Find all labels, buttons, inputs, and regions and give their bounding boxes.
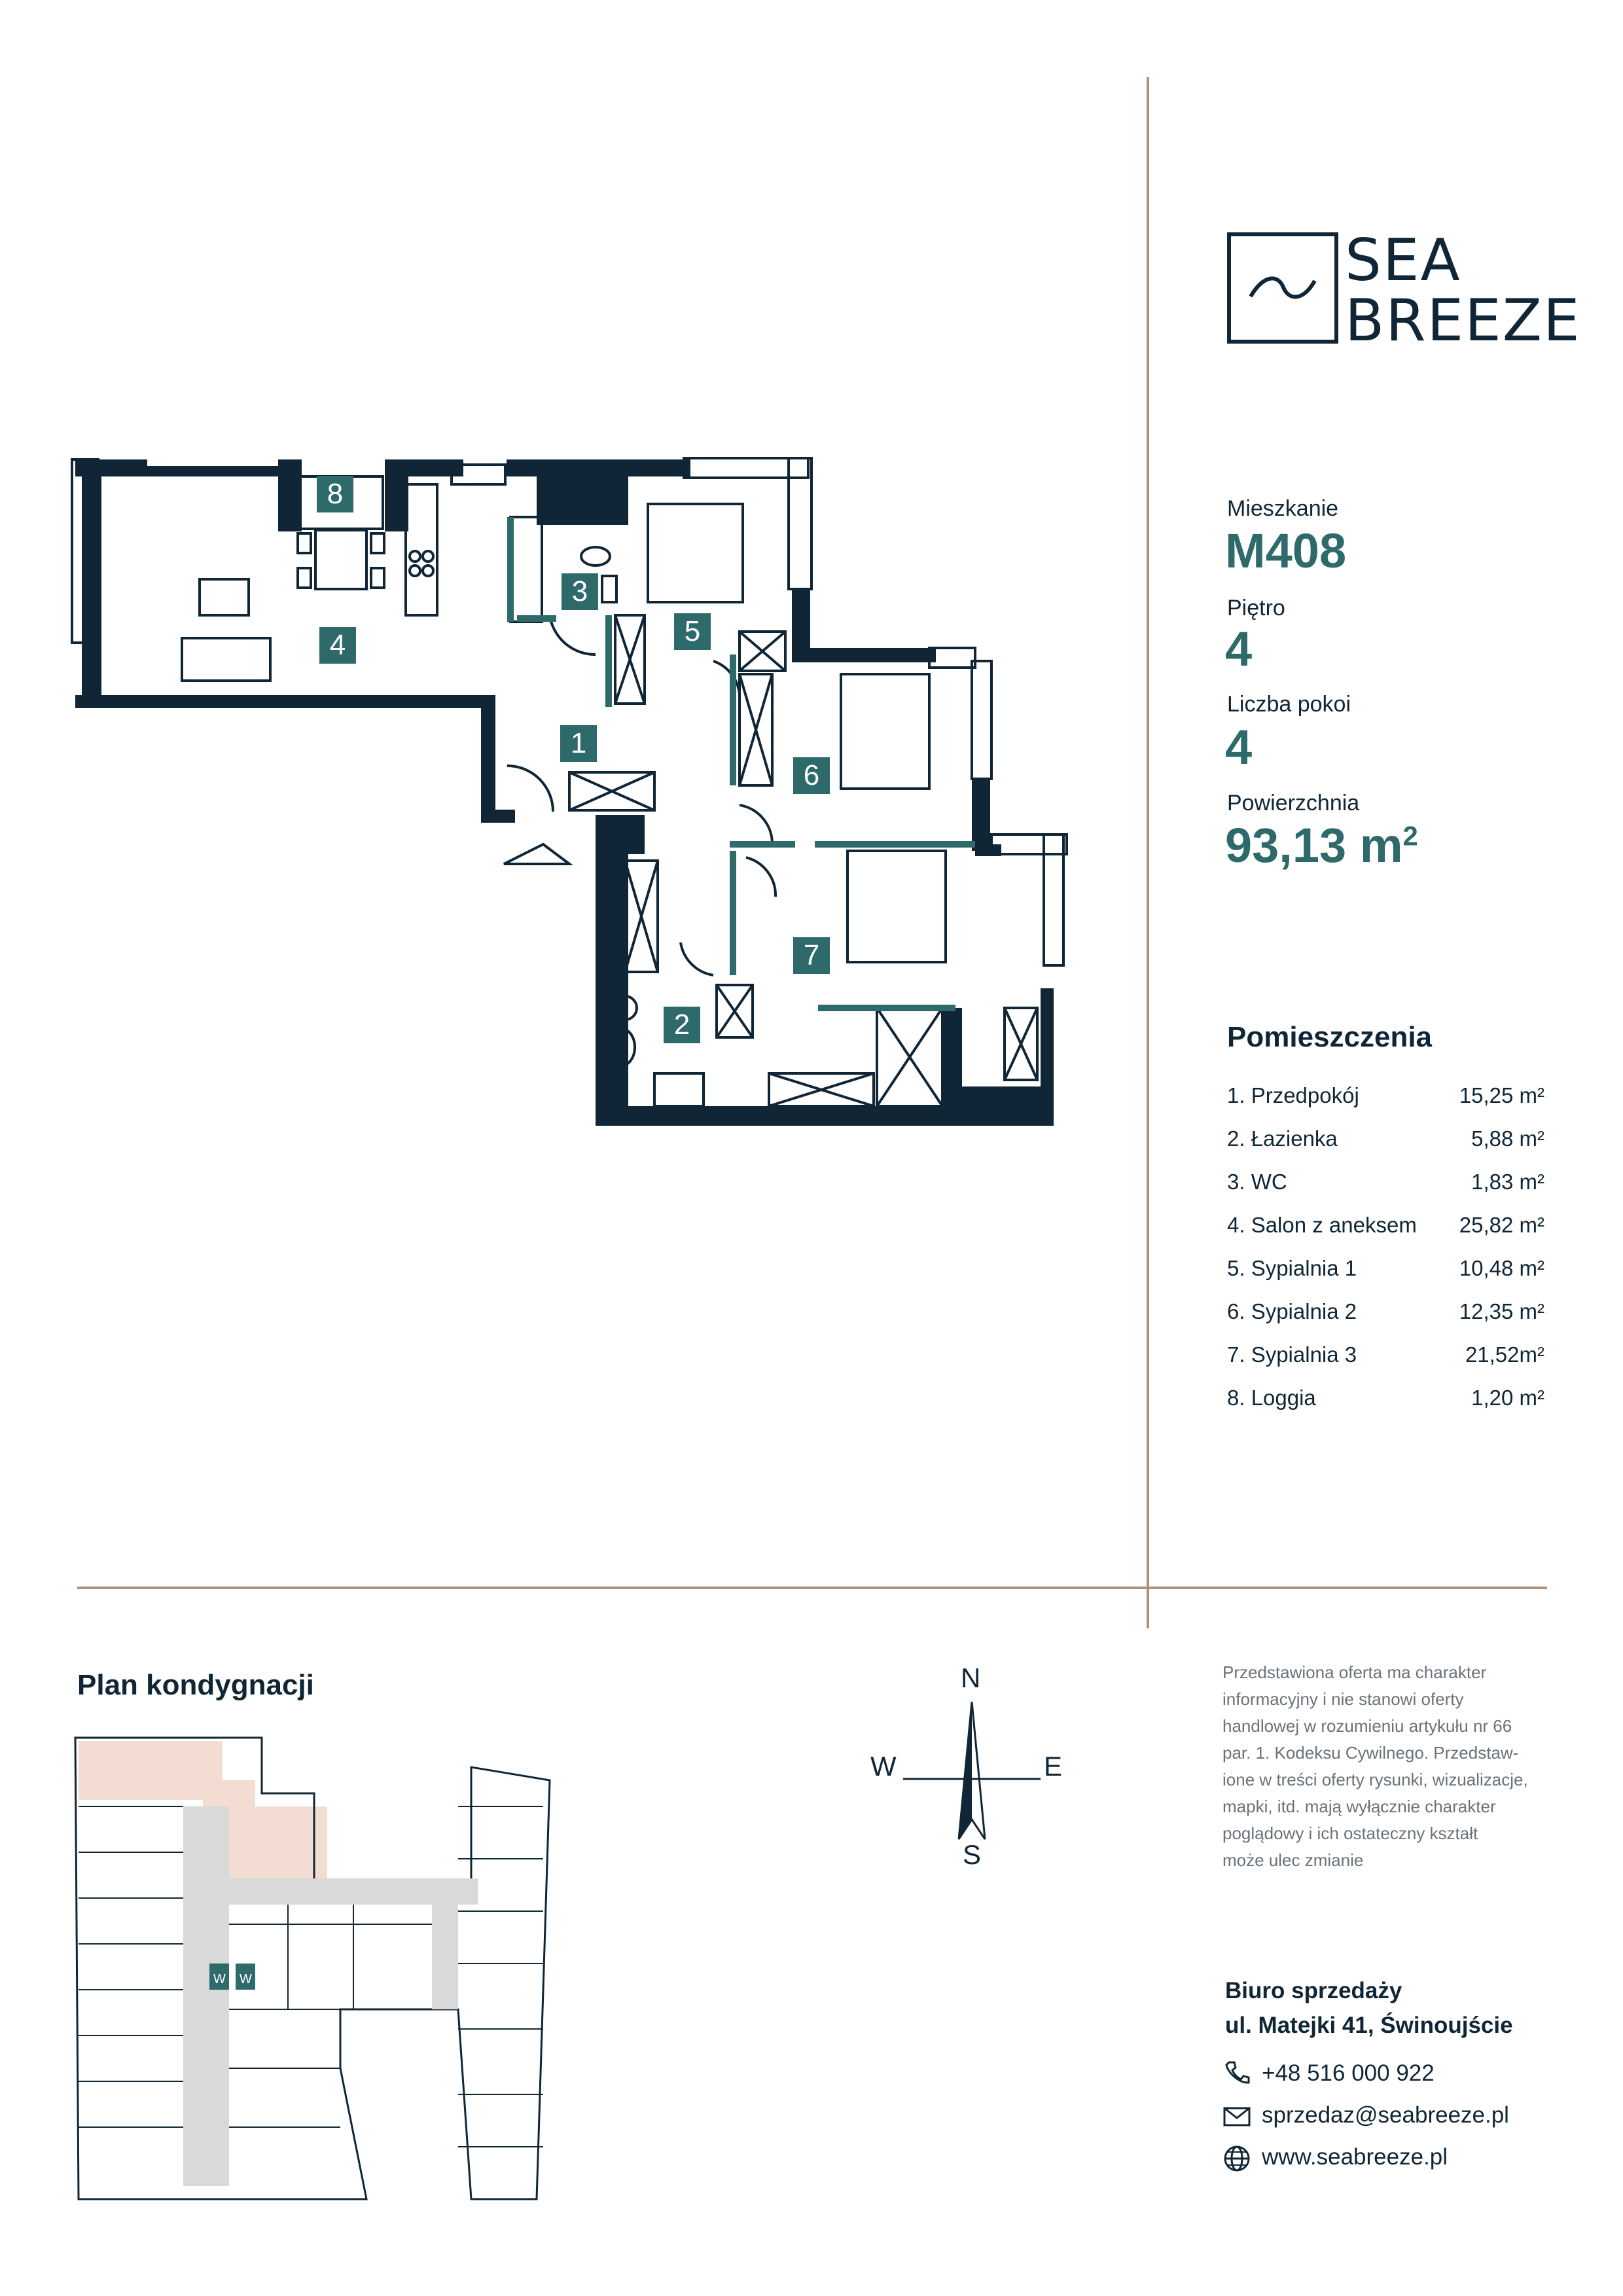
room-name: 1. Przedpokój	[1227, 1083, 1359, 1107]
room-number-1: 1	[560, 725, 597, 762]
logo-text-line1: SEA	[1345, 226, 1461, 294]
web-link[interactable]: www.seabreeze.pl	[1262, 2144, 1448, 2170]
room-row	[1227, 1170, 1544, 1202]
floor-label: Piętro	[1227, 596, 1285, 620]
wave-icon	[1231, 236, 1334, 340]
disclaimer-line: może ulec zmianie	[1222, 1850, 1364, 1870]
room-row	[1227, 1386, 1544, 1418]
room-number-7: 7	[793, 937, 830, 974]
email-link[interactable]: sprzedaz@seabreeze.pl	[1262, 2102, 1509, 2128]
room-name: 5. Sypialnia 1	[1227, 1256, 1357, 1280]
disclaimer-line: Przedstawiona oferta ma charakter	[1222, 1662, 1487, 1682]
stair-label-1: W	[213, 1972, 226, 1986]
compass-w: W	[870, 1751, 897, 1782]
room-row	[1227, 1083, 1544, 1116]
apartment-floor-plan	[0, 0, 1113, 1152]
room-area: 12,35 m²	[1459, 1299, 1544, 1323]
disclaimer-line: poglądowy i ich ostateczny kształt	[1222, 1823, 1478, 1843]
room-name: 2. Łazienka	[1227, 1126, 1338, 1151]
area-value	[1225, 818, 1418, 872]
building-floor-plan	[65, 1728, 615, 2232]
room-area: 25,82 m²	[1459, 1213, 1544, 1237]
floor-value: 4	[1225, 622, 1253, 676]
horizontal-divider	[77, 1587, 1547, 1589]
room-number-3: 3	[562, 573, 598, 610]
room-row	[1227, 1299, 1544, 1332]
office-title: Biuro sprzedaży	[1225, 1978, 1402, 2003]
disclaimer	[1222, 1659, 1550, 1874]
area-superscript: 2	[1402, 820, 1418, 852]
phone-icon	[1222, 2058, 1251, 2087]
room-area: 5,88 m²	[1471, 1126, 1544, 1151]
room-row	[1227, 1213, 1544, 1246]
room-area: 21,52m²	[1465, 1342, 1544, 1367]
room-number-6: 6	[793, 757, 830, 794]
disclaimer-line: handlowej w rozumieniu artykułu nr 66	[1222, 1716, 1512, 1736]
logo-text-line2: BREEZE	[1345, 287, 1581, 354]
rooms-section-title: Pomieszczenia	[1227, 1021, 1433, 1053]
compass-s: S	[963, 1839, 982, 1870]
room-number-2: 2	[664, 1007, 700, 1043]
compass-n: N	[961, 1662, 981, 1693]
disclaimer-line: ione w treści oferty rysunki, wizualizacje,	[1222, 1770, 1528, 1789]
mail-icon	[1222, 2102, 1251, 2131]
room-row	[1227, 1256, 1544, 1289]
room-name: 3. WC	[1227, 1170, 1287, 1194]
logo-mark	[1227, 232, 1338, 344]
compass-icon	[903, 1702, 1041, 1846]
room-area: 1,83 m²	[1471, 1170, 1544, 1194]
room-row	[1227, 1126, 1544, 1159]
phone-link[interactable]: +48 516 000 922	[1262, 2060, 1435, 2086]
area-number: 93,13 m	[1225, 818, 1403, 872]
room-row	[1227, 1342, 1544, 1375]
disclaimer-line: informacyjny i nie stanowi oferty	[1222, 1689, 1464, 1709]
disclaimer-line: par. 1. Kodeksu Cywilnego. Przedstaw-	[1222, 1743, 1519, 1763]
room-name: 6. Sypialnia 2	[1227, 1299, 1357, 1323]
room-number-5: 5	[674, 613, 711, 650]
unit-label: Mieszkanie	[1227, 496, 1339, 521]
rooms-value: 4	[1225, 720, 1253, 774]
floor-plan-title: Plan kondygnacji	[77, 1669, 314, 1701]
globe-icon	[1222, 2144, 1251, 2173]
room-name: 4. Salon z aneksem	[1227, 1213, 1417, 1237]
disclaimer-line: mapki, itd. mają wyłącznie charakter	[1222, 1797, 1496, 1816]
room-name: 7. Sypialnia 3	[1227, 1342, 1357, 1367]
room-number-4: 4	[319, 627, 356, 664]
area-label: Powierzchnia	[1227, 791, 1360, 816]
stair-label-2: W	[240, 1972, 252, 1986]
unit-value: M408	[1225, 524, 1347, 578]
room-area: 10,48 m²	[1459, 1256, 1544, 1280]
room-area: 15,25 m²	[1459, 1083, 1544, 1107]
rooms-label: Liczba pokoi	[1227, 692, 1351, 717]
room-area: 1,20 m²	[1471, 1386, 1544, 1410]
office-address: ul. Matejki 41, Świnoujście	[1225, 2013, 1513, 2038]
compass-e: E	[1044, 1751, 1063, 1782]
vertical-divider	[1147, 77, 1149, 1628]
room-name: 8. Loggia	[1227, 1386, 1316, 1410]
room-number-8: 8	[317, 476, 353, 512]
